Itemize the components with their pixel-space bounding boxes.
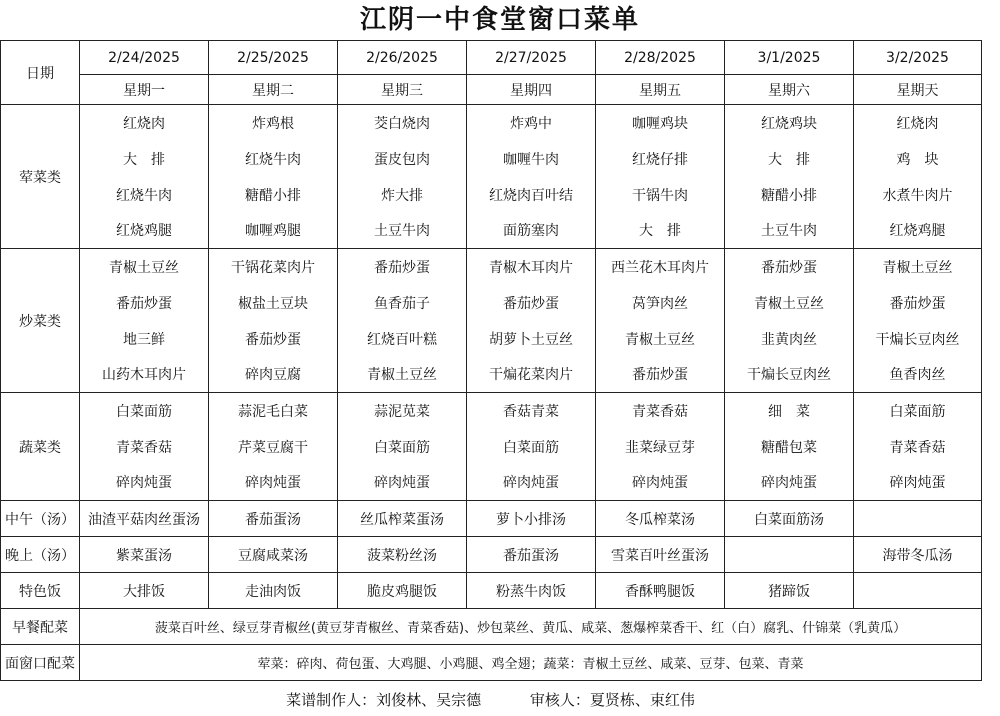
dish-cell: 青椒土豆丝 [338,357,467,393]
dish-row [1,321,982,357]
date-cell: 2/25/2025 [209,41,338,75]
dish-cell: 番茄炒蛋 [854,285,982,321]
dish-row [1,177,982,213]
date-row [1,41,982,75]
date-cell: 2/28/2025 [596,41,725,75]
dish-row [1,141,982,177]
weekday-cell: 星期天 [854,75,982,105]
weekday-cell: 星期三 [338,75,467,105]
dish-cell: 糖醋小排 [209,177,338,213]
dish-row [1,465,982,501]
dish-cell: 红烧牛肉 [209,141,338,177]
dish-cell: 萝卜小排汤 [467,501,596,537]
dish-cell: 青椒土豆丝 [80,249,209,285]
dish-cell: 番茄炒蛋 [467,285,596,321]
section-label: 荤菜类 [1,105,80,249]
dish-cell: 海带冬瓜汤 [854,537,982,573]
dish-cell: 炸鸡根 [209,105,338,141]
dish-cell: 碎肉炖蛋 [467,465,596,501]
date-cell: 3/1/2025 [725,41,854,75]
dish-row [1,393,982,429]
dish-cell: 咖喱牛肉 [467,141,596,177]
weekday-cell: 星期一 [80,75,209,105]
dish-cell: 大 排 [80,141,209,177]
dish-cell: 香酥鸭腿饭 [596,573,725,609]
soup-lunch-label: 中午（汤） [1,501,80,537]
dish-cell: 地三鲜 [80,321,209,357]
dish-cell: 红烧肉百叶结 [467,177,596,213]
weekday-cell: 星期六 [725,75,854,105]
dish-row [1,357,982,393]
weekday-cell: 星期四 [467,75,596,105]
weekday-row [1,75,982,105]
dish-cell [725,537,854,573]
dish-cell: 番茄蛋汤 [209,501,338,537]
dish-cell: 大 排 [596,213,725,249]
dish-cell: 面筋塞肉 [467,213,596,249]
dish-cell: 红烧仔排 [596,141,725,177]
dish-cell: 胡萝卜土豆丝 [467,321,596,357]
dish-cell: 糖醋包菜 [725,429,854,465]
dish-cell: 番茄炒蛋 [725,249,854,285]
dish-cell: 西兰花木耳肉片 [596,249,725,285]
soup-lunch-row [1,501,982,537]
date-cell: 2/24/2025 [80,41,209,75]
dish-cell: 茭白烧肉 [338,105,467,141]
dish-cell: 红烧鸡腿 [80,213,209,249]
dish-cell: 番茄炒蛋 [209,321,338,357]
dish-cell: 青椒土豆丝 [725,285,854,321]
dish-cell: 细 菜 [725,393,854,429]
dish-cell: 青椒土豆丝 [854,249,982,285]
noodle-label: 面窗口配菜 [1,645,80,681]
date-cell: 2/26/2025 [338,41,467,75]
dish-row [1,105,982,141]
dish-cell [854,573,982,609]
dish-cell: 蛋皮包肉 [338,141,467,177]
dish-cell: 青菜香菇 [854,429,982,465]
date-cell: 2/27/2025 [467,41,596,75]
dish-cell: 干煸花菜肉片 [467,357,596,393]
menu-table [0,40,982,681]
dish-cell: 白菜面筋 [854,393,982,429]
dish-cell: 土豆牛肉 [338,213,467,249]
dish-cell: 雪菜百叶丝蛋汤 [596,537,725,573]
dish-cell: 椒盐土豆块 [209,285,338,321]
dish-cell: 红烧百叶糕 [338,321,467,357]
breakfast-text: 菠菜百叶丝、绿豆芽青椒丝(黄豆芽青椒丝、青菜香菇)、炒包菜丝、黄瓜、咸菜、葱爆榨菜香干、红（白）腐乳、什锦菜（乳黄瓜） [80,609,982,645]
dish-cell: 青椒木耳肉片 [467,249,596,285]
dish-cell: 碎肉炖蛋 [209,465,338,501]
dish-cell: 山药木耳肉片 [80,357,209,393]
special-row [1,573,982,609]
dish-cell: 脆皮鸡腿饭 [338,573,467,609]
footer [0,684,981,716]
dish-cell: 香菇青菜 [467,393,596,429]
dish-cell: 莴笋肉丝 [596,285,725,321]
dish-row [1,285,982,321]
date-cell: 3/2/2025 [854,41,982,75]
dish-cell: 红烧肉 [854,105,982,141]
menu-maker: 菜谱制作人：刘俊林、吴宗德 [286,691,482,709]
dish-cell: 红烧肉 [80,105,209,141]
dish-cell: 蒜泥苋菜 [338,393,467,429]
dish-cell: 干煸长豆肉丝 [854,321,982,357]
dish-cell: 丝瓜榨菜蛋汤 [338,501,467,537]
dish-cell: 咖喱鸡腿 [209,213,338,249]
dish-row [1,249,982,285]
dish-cell: 芹菜豆腐干 [209,429,338,465]
dish-cell: 青菜香菇 [596,393,725,429]
dish-cell: 猪蹄饭 [725,573,854,609]
noodle-text: 荤菜：碎肉、荷包蛋、大鸡腿、小鸡腿、鸡全翅；蔬菜：青椒土豆丝、咸菜、豆芽、包菜、青菜 [80,645,982,681]
dish-cell: 蒜泥毛白菜 [209,393,338,429]
dish-cell: 青椒土豆丝 [596,321,725,357]
dish-cell: 青菜香菇 [80,429,209,465]
dish-cell: 炸鸡中 [467,105,596,141]
dish-row [1,213,982,249]
dish-cell: 粉蒸牛肉饭 [467,573,596,609]
dish-row [1,429,982,465]
menu-reviewer: 审核人：夏贤栋、束红伟 [529,691,695,709]
dish-cell: 鱼香肉丝 [854,357,982,393]
dish-cell: 鸡 块 [854,141,982,177]
soup-dinner-row [1,537,982,573]
dish-cell: 干煸长豆肉丝 [725,357,854,393]
dish-cell: 白菜面筋 [467,429,596,465]
dish-cell: 土豆牛肉 [725,213,854,249]
dish-cell: 红烧牛肉 [80,177,209,213]
dish-cell: 白菜面筋汤 [725,501,854,537]
dish-cell: 红烧鸡块 [725,105,854,141]
dish-cell: 番茄炒蛋 [596,357,725,393]
section-label: 蔬菜类 [1,393,80,501]
dish-cell: 韭黄肉丝 [725,321,854,357]
dish-cell: 糖醋小排 [725,177,854,213]
dish-cell: 白菜面筋 [80,393,209,429]
dish-cell: 碎肉炖蛋 [854,465,982,501]
dish-cell: 番茄炒蛋 [338,249,467,285]
soup-dinner-label: 晚上（汤） [1,537,80,573]
dish-cell: 碎肉炖蛋 [338,465,467,501]
dish-cell: 红烧鸡腿 [854,213,982,249]
dish-cell [854,501,982,537]
dish-cell: 碎肉炖蛋 [596,465,725,501]
dish-cell: 水煮牛肉片 [854,177,982,213]
dish-cell: 走油肉饭 [209,573,338,609]
page-title: 江阴一中食堂窗口菜单 [359,5,640,35]
dish-cell: 冬瓜榨菜汤 [596,501,725,537]
dish-cell: 炸大排 [338,177,467,213]
dish-cell: 碎肉豆腐 [209,357,338,393]
section-label: 炒菜类 [1,249,80,393]
dish-cell: 大排饭 [80,573,209,609]
dish-cell: 鱼香茄子 [338,285,467,321]
dish-cell: 菠菜粉丝汤 [338,537,467,573]
dish-cell: 紫菜蛋汤 [80,537,209,573]
noodle-row [1,645,982,681]
dish-cell: 咖喱鸡块 [596,105,725,141]
dish-cell: 碎肉炖蛋 [80,465,209,501]
breakfast-row [1,609,982,645]
date-label: 日期 [1,41,80,105]
special-label: 特色饭 [1,573,80,609]
weekday-cell: 星期五 [596,75,725,105]
dish-cell: 干锅牛肉 [596,177,725,213]
dish-cell: 碎肉炖蛋 [725,465,854,501]
dish-cell: 大 排 [725,141,854,177]
dish-cell: 油渣平菇肉丝蛋汤 [80,501,209,537]
dish-cell: 番茄炒蛋 [80,285,209,321]
dish-cell: 干锅花菜肉片 [209,249,338,285]
weekday-cell: 星期二 [209,75,338,105]
dish-cell: 白菜面筋 [338,429,467,465]
breakfast-label: 早餐配菜 [1,609,80,645]
dish-cell: 韭菜绿豆芽 [596,429,725,465]
dish-cell: 豆腐咸菜汤 [209,537,338,573]
dish-cell: 番茄蛋汤 [467,537,596,573]
